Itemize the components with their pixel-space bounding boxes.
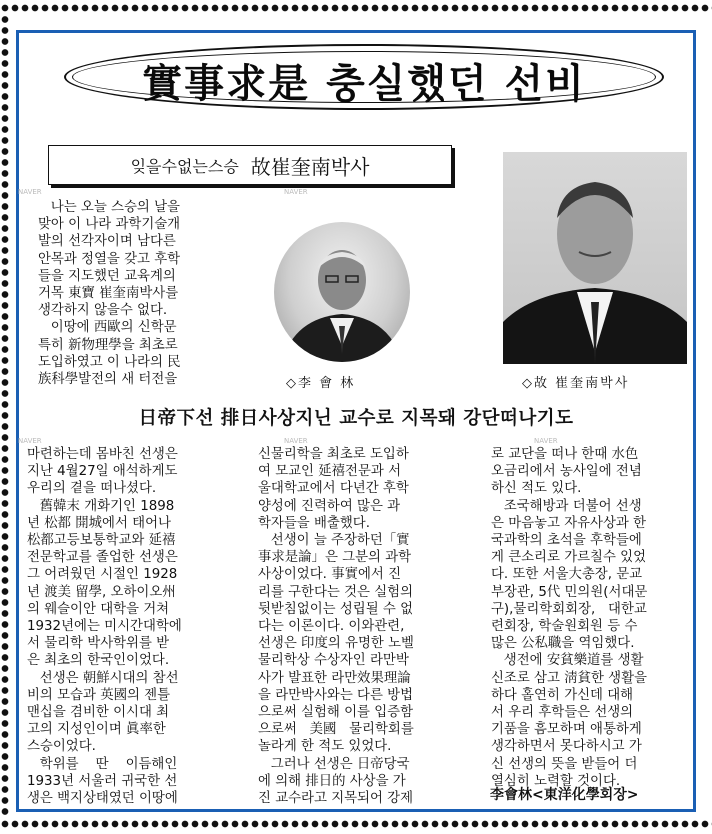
intro-line: 도입하였고 이 나라의 民 — [38, 354, 181, 370]
intro-line: 생각하지 않을수 없다. — [38, 303, 168, 319]
column-2-line: 리를 구한다는 것은 실험의 — [258, 584, 414, 600]
column-2-line: 으로써 美國 물리학회를 — [258, 722, 414, 738]
column-1-line: 학위를 딴 이듬해인 — [27, 756, 178, 772]
caption-right: ◇故 崔奎南박사 — [522, 376, 630, 391]
column-1-line: 비의 모습과 英國의 젠틀 — [27, 687, 171, 703]
watermark: NAVER — [284, 188, 308, 196]
intro-text — [38, 199, 181, 388]
portrait-photo-lee — [274, 222, 410, 362]
column-2-line: 뒷받침없이는 성립될 수 없 — [258, 601, 414, 617]
column-3-line: 다. 또한 서울大총장, 문교 — [491, 567, 643, 583]
column-2-line: 신물리학을 최초로 도입하 — [258, 447, 409, 462]
watermark: NAVER — [18, 188, 42, 196]
column-3-line: 생각하면서 못다하시고 가 — [491, 739, 642, 755]
left-chain-border — [0, 14, 10, 818]
column-1-line: 은 최초의 한국인이었다. — [27, 653, 170, 669]
column-2-line: 울대학교에서 다년간 후학 — [258, 481, 409, 497]
intro-line: 族科學발전의 새 터전을 — [38, 372, 178, 388]
column-1-line: 생은 백지상태였던 이땅에 — [27, 791, 178, 807]
column-3-line: 신 선생의 뜻을 받들어 더 — [491, 756, 638, 772]
byline: 李會林<東洋化學회장> — [490, 787, 639, 803]
column-2-line: 물리학상 수상자인 라만박 — [258, 653, 409, 669]
column-2-line: 선생이 늘 주장하던「實 — [258, 533, 410, 549]
column-2 — [258, 446, 414, 807]
column-1-line: 우리의 곁을 떠나셨다. — [27, 481, 157, 497]
column-3-line: 하다 홀연히 가신데 대해 — [491, 687, 634, 703]
column-1-line: 舊韓末 개화기인 1898 — [27, 498, 175, 514]
headline: 實事求是 충실했던 선비 — [142, 60, 586, 107]
column-1-line: 서 물리학 박사학위를 받 — [27, 636, 170, 652]
column-3-line: 련회장, 학술원회원 등 수 — [491, 619, 638, 635]
intro-line: 이땅에 西歐의 신학문 — [38, 320, 177, 336]
column-1-line: 맨십을 겸비한 이시대 최 — [27, 705, 170, 721]
column-3-line: 서 우리 후학들은 선생의 — [491, 705, 634, 721]
watermark: NAVER — [284, 437, 308, 445]
column-1-line: 지난 4월27일 애석하게도 — [27, 464, 178, 480]
column-3-line: 구),물리학회회장, 대한교 — [491, 601, 647, 617]
column-3-line: 조국해방과 더불어 선생 — [491, 498, 642, 514]
column-1-line: 그 어려웠던 시절인 1928 — [27, 567, 178, 583]
column-2-line: 사상이었다. 事實에서 진 — [258, 567, 402, 583]
column-3-line: 많은 公私職을 역임했다. — [491, 636, 635, 652]
column-1-line: 스승이었다. — [27, 739, 96, 755]
column-3-line: 기품을 흠모하며 애통하게 — [491, 722, 642, 738]
top-chain-border — [0, 2, 712, 14]
intro-line: 나는 오늘 스승의 날을 — [38, 200, 180, 215]
column-1-line: 년 松都 開城에서 태어나 — [27, 515, 171, 531]
bottom-chain-border — [0, 818, 712, 830]
column-3-line: 국과학의 초석을 후학들에 — [491, 533, 642, 549]
column-2-line: 양성에 진력하여 많은 과 — [258, 498, 401, 514]
column-3-line: 로 교단을 떠나 한때 水色 — [491, 447, 639, 462]
column-3-line: 하신 적도 있다. — [491, 481, 582, 497]
column-3-line: 열심히 노력할 것이다. — [491, 773, 621, 789]
column-2-line: 진 교수라고 지목되어 강제 — [258, 791, 414, 807]
subhead-big: 故崔奎南박사 — [250, 154, 370, 179]
column-1 — [27, 446, 182, 807]
section-title: 日帝下선 排日사상지닌 교수로 지목돼 강단떠나기도 — [138, 408, 574, 429]
column-3-line: 오금리에서 농사일에 전념 — [491, 464, 642, 480]
column-1-line: 마련하는데 몸바친 선생은 — [27, 447, 178, 462]
column-1-line: 의 웨슬이안 대학을 거쳐 — [27, 601, 170, 617]
subhead-small: 잊을수없는스승 — [130, 156, 239, 176]
portrait-photo-choi — [503, 152, 687, 364]
column-2-line: 그러나 선생은 日帝당국 — [258, 756, 410, 772]
column-2-line: 학자들을 배출했다. — [258, 515, 370, 531]
column-1-line: 松都고등보통학교와 延禧 — [27, 533, 176, 549]
column-1-line: 1932년에는 미시간대학에 — [27, 619, 182, 635]
column-2-line: 선생은 印度의 유명한 노벨 — [258, 636, 414, 652]
column-1-line: 년 渡美 留學, 오하이오州 — [27, 584, 176, 600]
intro-line: 발의 선각자이며 남다른 — [38, 234, 176, 250]
column-3 — [491, 446, 647, 790]
column-1-line: 1933년 서울러 귀국한 선 — [27, 773, 178, 789]
column-3-line: 게 큰소리로 가르칠수 있었 — [491, 550, 647, 566]
column-1-line: 선생은 朝鮮시대의 참선 — [27, 670, 179, 686]
subhead-box — [48, 145, 452, 185]
intro-line: 들을 지도했던 교육계의 — [38, 268, 176, 284]
watermark: NAVER — [18, 437, 42, 445]
intro-line: 거목 東寶 崔奎南박사를 — [38, 286, 179, 302]
column-1-line: 전문학교를 졸업한 선생은 — [27, 550, 178, 566]
column-2-line: 놀라게 한 적도 있었다. — [258, 739, 392, 755]
intro-line: 특히 新物理學을 최초로 — [38, 337, 178, 353]
column-2-line: 여 모교인 延禧전문과 서 — [258, 464, 402, 480]
column-3-line: 생전에 安貧樂道를 생활 — [491, 653, 644, 669]
column-3-line: 부장관, 5代 민의원(서대문 — [491, 584, 648, 600]
column-2-line: 사가 발표한 라만效果理論 — [258, 670, 411, 686]
column-3-line: 신조로 삼고 淸貧한 생활을 — [491, 670, 647, 686]
watermark: NAVER — [534, 437, 558, 445]
column-1-line: 고의 지성인이며 眞率한 — [27, 722, 166, 738]
column-2-line: 으로써 실험해 이를 입증함 — [258, 705, 414, 721]
column-2-line: 을 라만박사와는 다른 방법 — [258, 687, 414, 703]
column-3-line: 은 마음놓고 자유사상과 한 — [491, 515, 647, 531]
column-2-line: 다는 이론이다. 이와관련, — [258, 619, 405, 635]
intro-line: 안목과 정열을 갖고 후학 — [38, 251, 181, 267]
column-2-line: 에 의해 排日的 사상을 가 — [258, 773, 406, 789]
caption-left: ◇李 會 林 — [286, 376, 356, 391]
column-2-line: 事求是論」은 그분의 과학 — [258, 550, 412, 566]
intro-line: 맞아 이 나라 과학기술개 — [38, 217, 181, 233]
